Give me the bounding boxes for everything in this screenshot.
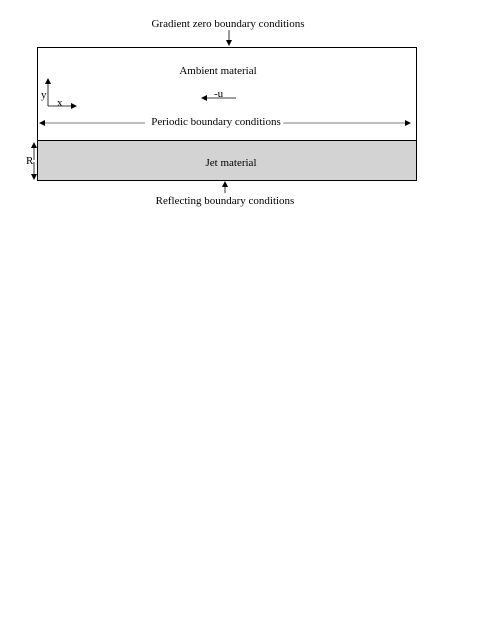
x-axis-label: x [57, 97, 63, 109]
height-label: R [26, 155, 34, 167]
bottom-boundary-label: Reflecting boundary conditions [155, 195, 295, 207]
top-boundary-label: Gradient zero boundary conditions [151, 18, 305, 30]
y-axis-label: y [41, 89, 47, 101]
periodic-boundary-label: Periodic boundary conditions [151, 116, 281, 128]
velocity-label: -u [214, 88, 224, 100]
jet-material-label: Jet material [205, 157, 257, 169]
ambient-material-label: Ambient material [179, 65, 257, 77]
